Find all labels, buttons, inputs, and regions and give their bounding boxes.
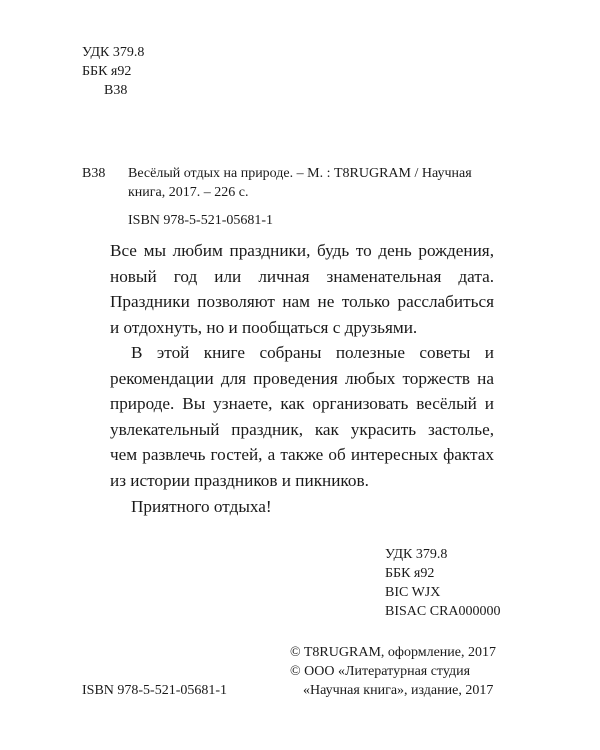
copyright-design: © T8RUGRAM, оформление, 2017 [290,645,497,660]
udk-code-secondary: УДК 379.8 [385,547,448,562]
annotation-line: В этой книге собраны полезные советы и [131,343,494,362]
bic-code: BIC WJX [385,585,441,600]
annotation-line: Праздники позволяют нам не только расслабиться [110,292,494,311]
copyright-publisher: © ООО «Литературная студия [290,664,471,679]
author-mark: В38 [104,83,128,98]
annotation-line: Все мы любим праздники, будь то день рождения, [110,241,494,260]
bisac-code: BISAC CRA000000 [385,604,501,619]
copyright-edition: «Научная книга», издание, 2017 [303,683,494,698]
annotation-line: новый год или личная знаменательная дата. [110,267,494,286]
footer-isbn: ISBN 978-5-521-05681-1 [82,683,228,698]
annotation-closing: Приятного отдыха! [131,497,272,516]
bbk-code-secondary: ББК я92 [385,566,435,581]
bbk-code: ББК я92 [82,64,132,79]
annotation-line: чем развлечь гостей, а также об интересных фактах [110,445,494,464]
biblio-line-2: книга, 2017. – 226 с. [128,185,249,200]
biblio-isbn: ISBN 978-5-521-05681-1 [128,213,274,228]
udk-code: УДК 379.8 [82,45,145,60]
biblio-line-1: Весёлый отдых на природе. – М. : T8RUGRAM / Научная [128,166,472,181]
annotation-line: природе. Вы узнаете, как организовать весёлый и [110,394,494,413]
annotation-line: и отдохнуть, но и пообщаться с друзьями. [110,318,418,337]
annotation-line: увлекательный праздник, как украсить застолье, [110,420,494,439]
annotation-line: рекомендации для проведения любых торжеств на [110,369,494,388]
annotation-line: из истории праздников и пикников. [110,471,369,490]
biblio-mark: В38 [82,166,106,181]
